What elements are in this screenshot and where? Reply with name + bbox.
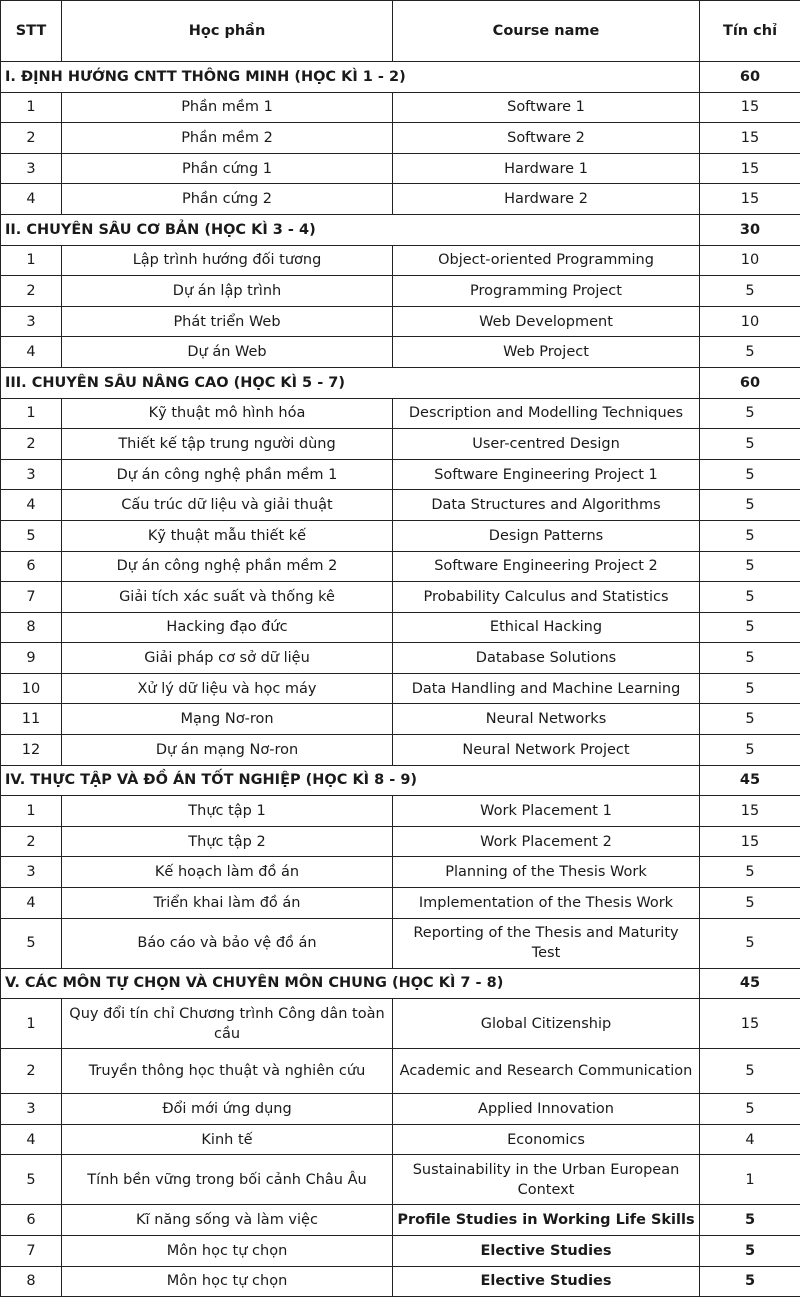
row-vi: Xử lý dữ liệu và học máy — [62, 673, 393, 704]
row-stt: 2 — [1, 826, 62, 857]
row-vi: Phần mềm 2 — [62, 123, 393, 154]
row-stt: 5 — [1, 1155, 62, 1205]
header-row — [1, 1, 800, 62]
row-en: Probability Calculus and Statistics — [393, 582, 700, 613]
row-credits: 5 — [700, 1049, 800, 1094]
row-stt: 4 — [1, 490, 62, 521]
table-row — [1, 459, 800, 490]
row-en: Work Placement 1 — [393, 796, 700, 827]
section-total: 45 — [700, 968, 800, 999]
section-total: 60 — [700, 367, 800, 398]
row-en: Database Solutions — [393, 643, 700, 674]
table-row — [1, 1049, 800, 1094]
row-credits: 5 — [700, 337, 800, 368]
row-vi: Kỹ thuật mẫu thiết kế — [62, 520, 393, 551]
row-credits: 5 — [700, 429, 800, 460]
table-row — [1, 673, 800, 704]
table-row — [1, 704, 800, 735]
row-stt: 4 — [1, 1124, 62, 1155]
table-row — [1, 918, 800, 968]
row-credits: 5 — [700, 459, 800, 490]
row-stt: 2 — [1, 276, 62, 307]
header-hoc-phan: Học phần — [62, 1, 393, 62]
row-credits: 5 — [700, 735, 800, 766]
row-en: Design Patterns — [393, 520, 700, 551]
row-stt: 7 — [1, 1236, 62, 1267]
section-row — [1, 968, 800, 999]
row-en: Academic and Research Communication — [393, 1049, 700, 1094]
table-row — [1, 398, 800, 429]
table-row — [1, 612, 800, 643]
table-row — [1, 1205, 800, 1236]
table-row — [1, 643, 800, 674]
row-en: Reporting of the Thesis and Maturity Test — [393, 918, 700, 968]
row-stt: 3 — [1, 857, 62, 888]
row-stt: 2 — [1, 429, 62, 460]
row-credits: 4 — [700, 1124, 800, 1155]
row-vi: Tính bền vững trong bối cảnh Châu Âu — [62, 1155, 393, 1205]
section-title: II. CHUYÊN SÂU CƠ BẢN (HỌC KÌ 3 - 4) — [1, 214, 700, 245]
row-stt: 9 — [1, 643, 62, 674]
table-row — [1, 520, 800, 551]
row-credits: 5 — [700, 551, 800, 582]
row-credits: 5 — [700, 1205, 800, 1236]
row-credits: 5 — [700, 520, 800, 551]
row-credits: 15 — [700, 92, 800, 123]
row-vi: Giải pháp cơ sở dữ liệu — [62, 643, 393, 674]
table-row — [1, 1094, 800, 1125]
section-row — [1, 214, 800, 245]
row-credits: 1 — [700, 1155, 800, 1205]
table-row — [1, 123, 800, 154]
row-vi: Báo cáo và bảo vệ đồ án — [62, 918, 393, 968]
table-row — [1, 582, 800, 613]
row-stt: 1 — [1, 796, 62, 827]
row-vi: Mạng Nơ-ron — [62, 704, 393, 735]
section-title: I. ĐỊNH HƯỚNG CNTT THÔNG MINH (HỌC KÌ 1 - 2) — [1, 62, 700, 93]
section-row — [1, 62, 800, 93]
row-stt: 8 — [1, 612, 62, 643]
row-vi: Kỹ thuật mô hình hóa — [62, 398, 393, 429]
row-stt: 1 — [1, 245, 62, 276]
section-total: 45 — [700, 765, 800, 796]
row-en: Profile Studies in Working Life Skills — [393, 1205, 700, 1236]
row-vi: Thực tập 1 — [62, 796, 393, 827]
row-credits: 5 — [700, 857, 800, 888]
row-en: Ethical Hacking — [393, 612, 700, 643]
row-en: Global Citizenship — [393, 999, 700, 1049]
row-stt: 1 — [1, 999, 62, 1049]
table-row — [1, 1266, 800, 1297]
row-en: Implementation of the Thesis Work — [393, 888, 700, 919]
table-row — [1, 153, 800, 184]
row-credits: 5 — [700, 673, 800, 704]
row-credits: 15 — [700, 184, 800, 215]
header-course-name: Course name — [393, 1, 700, 62]
row-vi: Dự án Web — [62, 337, 393, 368]
row-stt: 10 — [1, 673, 62, 704]
row-vi: Lập trình hướng đối tương — [62, 245, 393, 276]
row-vi: Dự án công nghệ phần mềm 1 — [62, 459, 393, 490]
row-vi: Môn học tự chọn — [62, 1266, 393, 1297]
row-credits: 5 — [700, 276, 800, 307]
row-en: Economics — [393, 1124, 700, 1155]
row-vi: Cấu trúc dữ liệu và giải thuật — [62, 490, 393, 521]
row-en: Description and Modelling Techniques — [393, 398, 700, 429]
header-tin-chi: Tín chỉ — [700, 1, 800, 62]
row-vi: Kinh tế — [62, 1124, 393, 1155]
row-vi: Thực tập 2 — [62, 826, 393, 857]
row-vi: Phần cứng 2 — [62, 184, 393, 215]
row-en: Object-oriented Programming — [393, 245, 700, 276]
row-en: Software Engineering Project 2 — [393, 551, 700, 582]
table-row — [1, 306, 800, 337]
table-row — [1, 551, 800, 582]
row-en: Software 1 — [393, 92, 700, 123]
row-stt: 8 — [1, 1266, 62, 1297]
row-en: Web Development — [393, 306, 700, 337]
row-stt: 1 — [1, 92, 62, 123]
row-vi: Môn học tự chọn — [62, 1236, 393, 1267]
row-credits: 5 — [700, 643, 800, 674]
row-vi: Phần mềm 1 — [62, 92, 393, 123]
row-credits: 5 — [700, 1266, 800, 1297]
row-stt: 12 — [1, 735, 62, 766]
row-credits: 5 — [700, 704, 800, 735]
row-stt: 6 — [1, 1205, 62, 1236]
row-vi: Kĩ năng sống và làm việc — [62, 1205, 393, 1236]
row-stt: 3 — [1, 153, 62, 184]
section-row — [1, 765, 800, 796]
section-row — [1, 367, 800, 398]
row-credits: 5 — [700, 490, 800, 521]
section-title: IV. THỰC TẬP VÀ ĐỒ ÁN TỐT NGHIỆP (HỌC KÌ 8 - 9) — [1, 765, 700, 796]
row-vi: Phần cứng 1 — [62, 153, 393, 184]
section-title: V. CÁC MÔN TỰ CHỌN VÀ CHUYÊN MÔN CHUNG (HỌC KÌ 7 - 8) — [1, 968, 700, 999]
row-stt: 3 — [1, 459, 62, 490]
row-vi: Thiết kế tập trung người dùng — [62, 429, 393, 460]
row-en: Data Structures and Algorithms — [393, 490, 700, 521]
row-credits: 10 — [700, 245, 800, 276]
row-credits: 15 — [700, 153, 800, 184]
row-stt: 3 — [1, 1094, 62, 1125]
row-en: Hardware 1 — [393, 153, 700, 184]
row-stt: 4 — [1, 888, 62, 919]
row-vi: Giải tích xác suất và thống kê — [62, 582, 393, 613]
row-credits: 5 — [700, 398, 800, 429]
table-row — [1, 337, 800, 368]
row-credits: 10 — [700, 306, 800, 337]
row-en: Hardware 2 — [393, 184, 700, 215]
row-stt: 2 — [1, 123, 62, 154]
row-vi: Đổi mới ứng dụng — [62, 1094, 393, 1125]
row-credits: 5 — [700, 582, 800, 613]
row-stt: 5 — [1, 918, 62, 968]
row-credits: 15 — [700, 826, 800, 857]
row-en: Data Handling and Machine Learning — [393, 673, 700, 704]
table-row — [1, 1236, 800, 1267]
row-stt: 11 — [1, 704, 62, 735]
row-credits: 15 — [700, 796, 800, 827]
row-stt: 7 — [1, 582, 62, 613]
row-en: Planning of the Thesis Work — [393, 857, 700, 888]
row-vi: Phát triển Web — [62, 306, 393, 337]
row-en: Web Project — [393, 337, 700, 368]
row-en: Elective Studies — [393, 1266, 700, 1297]
row-credits: 5 — [700, 888, 800, 919]
row-vi: Truyền thông học thuật và nghiên cứu — [62, 1049, 393, 1094]
row-credits: 5 — [700, 612, 800, 643]
row-en: User-centred Design — [393, 429, 700, 460]
row-vi: Kế hoạch làm đồ án — [62, 857, 393, 888]
row-en: Software Engineering Project 1 — [393, 459, 700, 490]
row-stt: 1 — [1, 398, 62, 429]
row-credits: 5 — [700, 1094, 800, 1125]
row-vi: Dự án lập trình — [62, 276, 393, 307]
row-vi: Dự án mạng Nơ-ron — [62, 735, 393, 766]
table-row — [1, 796, 800, 827]
section-total: 60 — [700, 62, 800, 93]
row-vi: Triển khai làm đồ án — [62, 888, 393, 919]
table-row — [1, 1124, 800, 1155]
header-stt: STT — [1, 1, 62, 62]
table-row — [1, 888, 800, 919]
row-stt: 4 — [1, 184, 62, 215]
row-en: Applied Innovation — [393, 1094, 700, 1125]
row-en: Neural Network Project — [393, 735, 700, 766]
section-title: III. CHUYÊN SÂU NÂNG CAO (HỌC KÌ 5 - 7) — [1, 367, 700, 398]
row-vi: Quy đổi tín chỉ Chương trình Công dân toàn cầu — [62, 999, 393, 1049]
row-en: Software 2 — [393, 123, 700, 154]
table-row — [1, 1155, 800, 1205]
table-row — [1, 735, 800, 766]
section-total: 30 — [700, 214, 800, 245]
table-row — [1, 826, 800, 857]
row-vi: Hacking đạo đức — [62, 612, 393, 643]
row-stt: 2 — [1, 1049, 62, 1094]
row-stt: 6 — [1, 551, 62, 582]
row-en: Programming Project — [393, 276, 700, 307]
table-row — [1, 429, 800, 460]
table-row — [1, 857, 800, 888]
row-stt: 3 — [1, 306, 62, 337]
table-row — [1, 999, 800, 1049]
row-credits: 5 — [700, 918, 800, 968]
row-credits: 15 — [700, 999, 800, 1049]
table-row — [1, 184, 800, 215]
row-vi: Dự án công nghệ phần mềm 2 — [62, 551, 393, 582]
row-stt: 5 — [1, 520, 62, 551]
table-row — [1, 276, 800, 307]
table-row — [1, 92, 800, 123]
row-stt: 4 — [1, 337, 62, 368]
row-credits: 15 — [700, 123, 800, 154]
row-en: Sustainability in the Urban European Context — [393, 1155, 700, 1205]
row-en: Work Placement 2 — [393, 826, 700, 857]
row-en: Neural Networks — [393, 704, 700, 735]
table-row — [1, 245, 800, 276]
row-credits: 5 — [700, 1236, 800, 1267]
row-en: Elective Studies — [393, 1236, 700, 1267]
table-row — [1, 490, 800, 521]
